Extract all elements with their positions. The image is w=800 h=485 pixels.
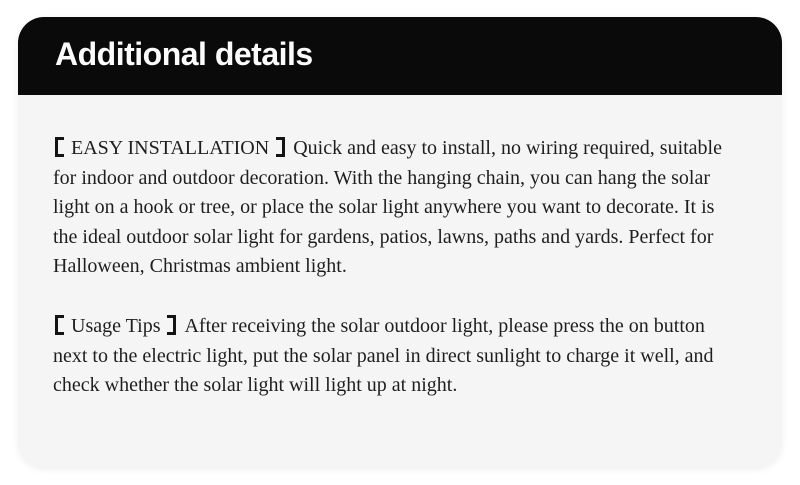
lenticular-bracket-close-icon [167,315,176,335]
section-heading: Usage Tips [71,314,161,337]
additional-details-card [18,17,782,467]
usage-tips-paragraph [53,312,742,401]
easy-installation-paragraph [53,134,742,282]
section-body-text: Quick and easy to install, no wiring required, suitable for indoor and outdoor decoration. With the hanging chain, you can hang the solar light on a hook or tree, or place the solar light anywhere you want to decorate. It is the ideal outdoor solar light for gardens, patios, lawns, paths and yards. Perfect for Halloween, Christmas ambient light. [53,137,722,278]
lenticular-bracket-open-icon [55,315,64,335]
lenticular-bracket-close-icon [276,137,285,157]
card-header [18,17,782,95]
section-body-text: After receiving the solar outdoor light, please press the on button next to the electric light, put the solar panel in direct sunlight to charge it well, and check whether the solar light will light up at night. [53,314,714,397]
section-heading: EASY INSTALLATION [71,137,270,159]
card-body [18,95,782,401]
card-title: Additional details [55,36,313,72]
lenticular-bracket-open-icon [55,137,64,157]
